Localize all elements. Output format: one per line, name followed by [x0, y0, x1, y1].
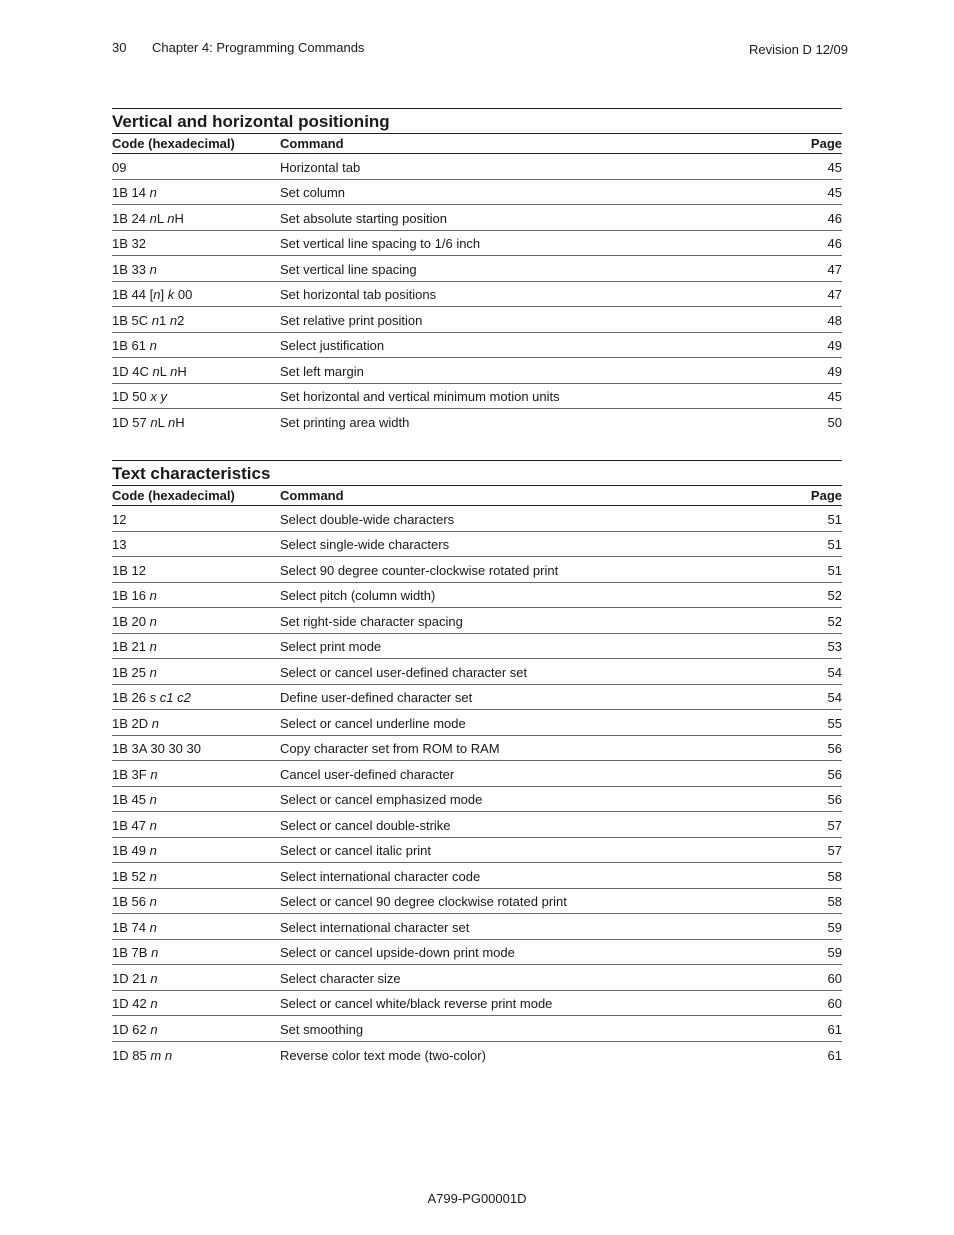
table-row: [112, 787, 842, 813]
page-cell: 61: [827, 1021, 842, 1037]
code-cell: 1B 52 n: [112, 868, 157, 884]
code-cell: 1B 7B n: [112, 945, 159, 961]
page-cell: 54: [827, 664, 842, 680]
page-cell: 58: [827, 868, 842, 884]
command-cell: Select pitch (column width): [280, 588, 436, 604]
table-body: [112, 506, 842, 1067]
table-row: [112, 180, 842, 206]
table-row: [112, 863, 842, 889]
command-cell: Copy character set from ROM to RAM: [280, 741, 500, 757]
command-cell: Set absolute starting position: [280, 210, 447, 226]
footer-doc-id: A799-PG00001D: [427, 1191, 527, 1206]
code-cell: 1B 33 n: [112, 261, 157, 277]
page-cell: 56: [827, 741, 842, 757]
page-cell: 60: [827, 996, 842, 1012]
code-cell: 1B 21 n: [112, 639, 157, 655]
table-row: [112, 307, 842, 333]
table-header: [112, 133, 842, 154]
page-cell: 49: [827, 363, 842, 379]
table-row: [112, 1016, 842, 1042]
page-cell: 45: [827, 185, 842, 201]
column-header: Command: [280, 488, 344, 503]
page-cell: 59: [827, 945, 842, 961]
code-cell: 1B 24 nL nH: [112, 210, 184, 226]
page-cell: 47: [827, 287, 842, 303]
section-title: Text characteristics: [112, 460, 842, 485]
page-cell: 55: [827, 715, 842, 731]
table-row: [112, 409, 842, 435]
command-cell: Select or cancel double-strike: [280, 817, 451, 833]
code-cell: 09: [112, 159, 127, 175]
command-cell: Select or cancel white/black reverse print mode: [280, 996, 553, 1012]
code-cell: 12: [112, 511, 127, 527]
page-cell: 56: [827, 792, 842, 808]
command-cell: Define user-defined character set: [280, 690, 473, 706]
code-cell: 1B 74 n: [112, 919, 157, 935]
table-row: [112, 557, 842, 583]
table-row: [112, 634, 842, 660]
table-row: [112, 532, 842, 558]
command-cell: Select justification: [280, 338, 385, 354]
command-cell: Select single-wide characters: [280, 537, 450, 553]
code-cell: 13: [112, 537, 127, 553]
column-header: Page: [810, 488, 842, 503]
command-cell: Select or cancel underline mode: [280, 715, 466, 731]
code-cell: 1B 45 n: [112, 792, 157, 808]
table-row: [112, 761, 842, 787]
code-cell: 1B 61 n: [112, 338, 157, 354]
page-cell: 45: [827, 389, 842, 405]
page-cell: 51: [827, 562, 842, 578]
header-revision: Revision D 12/09: [749, 42, 848, 57]
table-row: [112, 812, 842, 838]
page-cell: 51: [827, 511, 842, 527]
code-cell: 1D 4C nL nH: [112, 363, 187, 379]
table-row: [112, 231, 842, 257]
code-cell: 1B 3A 30 30 30: [112, 741, 201, 757]
code-cell: 1B 47 n: [112, 817, 157, 833]
page-cell: 49: [827, 338, 842, 354]
table-row: [112, 282, 842, 308]
table-row: [112, 940, 842, 966]
page-cell: 50: [827, 415, 842, 431]
column-header: Code (hexadecimal): [112, 136, 235, 151]
table-row: [112, 685, 842, 711]
table-row: [112, 736, 842, 762]
command-cell: Set vertical line spacing to 1/6 inch: [280, 236, 481, 252]
page-cell: 60: [827, 970, 842, 986]
command-cell: Select international character set: [280, 919, 470, 935]
table-row: [112, 333, 842, 359]
code-cell: 1D 42 n: [112, 996, 158, 1012]
column-header: Page: [810, 136, 842, 151]
page-cell: 47: [827, 261, 842, 277]
code-cell: 1B 25 n: [112, 664, 157, 680]
command-cell: Reverse color text mode (two-color): [280, 1047, 486, 1063]
command-cell: Select or cancel upside-down print mode: [280, 945, 515, 961]
command-cell: Set relative print position: [280, 312, 423, 328]
page-cell: 56: [827, 766, 842, 782]
page-cell: 52: [827, 613, 842, 629]
command-cell: Set printing area width: [280, 415, 410, 431]
page-cell: 51: [827, 537, 842, 553]
table-row: [112, 205, 842, 231]
command-cell: Cancel user-defined character: [280, 766, 455, 782]
table-row: [112, 1042, 842, 1068]
section-title: Vertical and horizontal positioning: [112, 108, 842, 133]
page-cell: 53: [827, 639, 842, 655]
code-cell: 1D 62 n: [112, 1021, 158, 1037]
command-cell: Select or cancel user-defined character set: [280, 664, 528, 680]
page-cell: 58: [827, 894, 842, 910]
page-cell: 54: [827, 690, 842, 706]
table-row: [112, 914, 842, 940]
code-cell: 1D 21 n: [112, 970, 158, 986]
command-cell: Select print mode: [280, 639, 382, 655]
table-row: [112, 659, 842, 685]
code-cell: 1B 49 n: [112, 843, 157, 859]
command-cell: Set horizontal and vertical minimum motion units: [280, 389, 560, 405]
command-cell: Select character size: [280, 970, 401, 986]
command-cell: Select double-wide characters: [280, 511, 455, 527]
table-row: [112, 256, 842, 282]
table-body: [112, 154, 842, 435]
code-cell: 1B 20 n: [112, 613, 157, 629]
command-cell: Set right-side character spacing: [280, 613, 463, 629]
page-cell: 52: [827, 588, 842, 604]
page-cell: 57: [827, 843, 842, 859]
command-cell: Select or cancel emphasized mode: [280, 792, 483, 808]
table-row: [112, 384, 842, 410]
table-row: [112, 583, 842, 609]
page-cell: 45: [827, 159, 842, 175]
header-chapter: Chapter 4: Programming Commands: [152, 40, 365, 55]
table-row: [112, 358, 842, 384]
table-row: [112, 710, 842, 736]
code-cell: 1B 32: [112, 236, 146, 252]
column-header: Command: [280, 136, 344, 151]
section-positioning: [112, 108, 842, 435]
command-cell: Select or cancel 90 degree clockwise rotated print: [280, 894, 567, 910]
command-cell: Set left margin: [280, 363, 364, 379]
page-cell: 46: [827, 210, 842, 226]
page-cell: 46: [827, 236, 842, 252]
page-cell: 57: [827, 817, 842, 833]
code-cell: 1D 57 nL nH: [112, 415, 185, 431]
code-cell: 1B 14 n: [112, 185, 157, 201]
code-cell: 1B 12: [112, 562, 146, 578]
code-cell: 1B 16 n: [112, 588, 157, 604]
header-page-number: 30: [112, 40, 127, 55]
column-header: Code (hexadecimal): [112, 488, 235, 503]
code-cell: 1B 44 [n] k 00: [112, 287, 193, 303]
page-cell: 59: [827, 919, 842, 935]
table-row: [112, 506, 842, 532]
code-cell: 1B 2D n: [112, 715, 160, 731]
page-cell: 48: [827, 312, 842, 328]
command-cell: Set column: [280, 185, 346, 201]
code-cell: 1B 26 s c1 c2: [112, 690, 191, 706]
code-cell: 1B 56 n: [112, 894, 157, 910]
command-cell: Select international character code: [280, 868, 481, 884]
code-cell: 1D 85 m n: [112, 1047, 173, 1063]
command-cell: Set vertical line spacing: [280, 261, 417, 277]
code-cell: 1B 5C n1 n2: [112, 312, 185, 328]
page-cell: 61: [827, 1047, 842, 1063]
command-cell: Select 90 degree counter-clockwise rotated print: [280, 562, 559, 578]
code-cell: 1D 50 x y: [112, 389, 167, 405]
command-cell: Set smoothing: [280, 1021, 364, 1037]
command-cell: Horizontal tab: [280, 159, 361, 175]
code-cell: 1B 3F n: [112, 766, 158, 782]
table-row: [112, 154, 842, 180]
table-header: [112, 485, 842, 506]
table-row: [112, 889, 842, 915]
table-row: [112, 608, 842, 634]
table-row: [112, 965, 842, 991]
table-row: [112, 991, 842, 1017]
table-row: [112, 838, 842, 864]
command-cell: Select or cancel italic print: [280, 843, 432, 859]
command-cell: Set horizontal tab positions: [280, 287, 437, 303]
section-text-characteristics: [112, 460, 842, 1067]
